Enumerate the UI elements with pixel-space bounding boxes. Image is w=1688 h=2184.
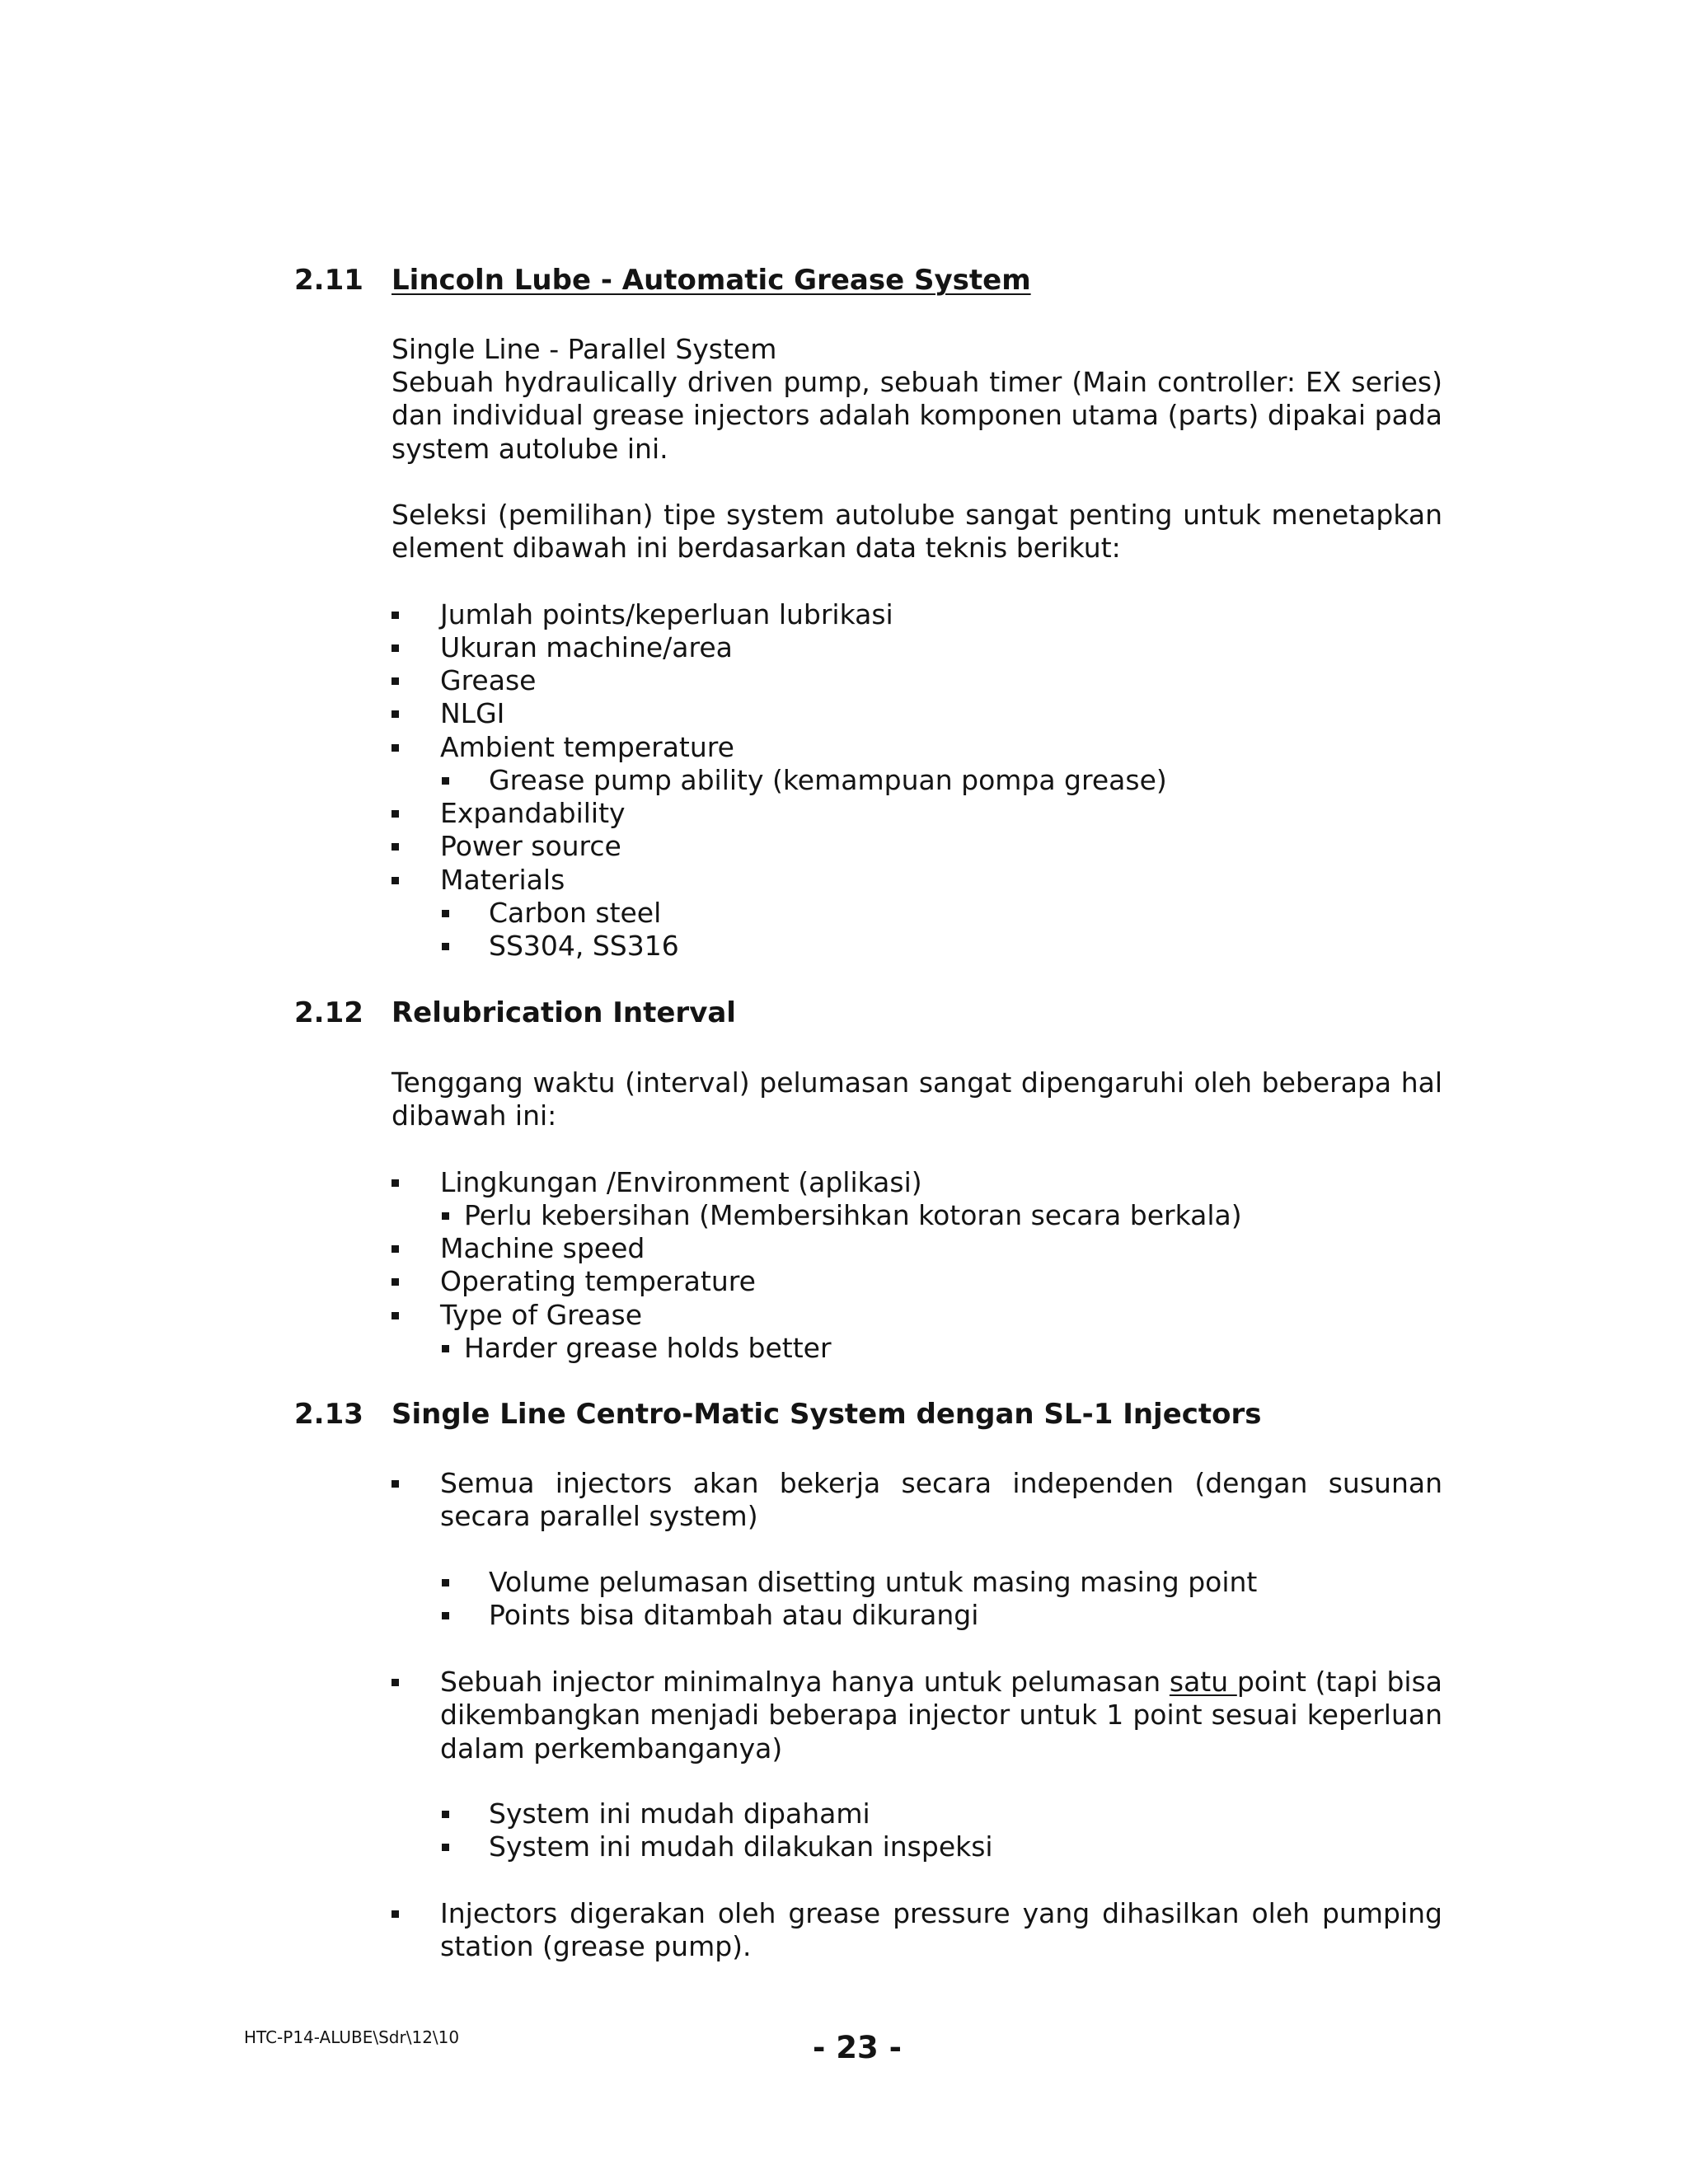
bullet-icon xyxy=(392,843,399,851)
list-item: NLGI xyxy=(440,697,504,730)
bullet-icon xyxy=(442,1844,449,1851)
list-item: Grease xyxy=(440,664,536,697)
bullet-icon xyxy=(392,1278,399,1286)
bullet-icon xyxy=(442,1811,449,1818)
document-code: HTC-P14-ALUBE\Sdr\12\10 xyxy=(244,2027,460,2047)
bullet-icon xyxy=(392,810,399,818)
bullet-icon xyxy=(392,612,399,619)
list-item: Injectors digerakan oleh grease pressure yang dihasilkan oleh pumping station (grease pump). xyxy=(440,1897,1442,1964)
sub-list-item: Perlu kebersihan (Membersihkan kotoran secara berkala) xyxy=(464,1199,1242,1232)
bullet-icon xyxy=(442,1212,449,1220)
bullet-icon xyxy=(392,877,399,884)
bullet-icon xyxy=(392,1910,399,1918)
section-heading-2-11 xyxy=(294,262,1031,298)
section-number: 2.11 xyxy=(294,264,363,297)
list-item: Ukuran machine/area xyxy=(440,631,733,664)
section-title: Single Line Centro-Matic System dengan SL-1 Injectors xyxy=(392,1398,1262,1431)
bullet-icon xyxy=(392,1245,399,1253)
bullet-icon xyxy=(392,677,399,685)
list-item: Power source xyxy=(440,830,621,863)
bullet-icon xyxy=(392,710,399,718)
sub-list-item: SS304, SS316 xyxy=(489,930,679,963)
list-item: Operating temperature xyxy=(440,1265,756,1298)
bullet-icon xyxy=(442,777,449,785)
list-item: Expandability xyxy=(440,797,626,830)
intro-paragraph: Sebuah hydraulically driven pump, sebuah timer (Main controller: EX series) dan individual grease injectors adalah komponen utama (parts) dipakai pada system autolube ini. xyxy=(392,366,1442,465)
bullet-icon xyxy=(392,1312,399,1319)
section-number: 2.12 xyxy=(294,996,363,1029)
section-number: 2.13 xyxy=(294,1398,363,1431)
bullet-icon xyxy=(442,1579,449,1586)
section-title: Relubrication Interval xyxy=(392,996,736,1029)
sub-list-item: Carbon steel xyxy=(489,897,661,930)
selection-paragraph: Seleksi (pemilihan) tipe system autolube sangat penting untuk menetapkan element dibawah ini berdasarkan data teknis berikut: xyxy=(392,499,1442,565)
sub-list-item: Harder grease holds better xyxy=(464,1332,832,1365)
bullet-icon xyxy=(442,943,449,950)
list-item: Materials xyxy=(440,864,565,897)
sub-list-item: Volume pelumasan disetting untuk masing masing point xyxy=(489,1566,1257,1599)
page-number: - 23 - xyxy=(813,2030,902,2065)
bullet-icon xyxy=(442,1345,449,1352)
list-item: Ambient temperature xyxy=(440,731,734,764)
list-item: Jumlah points/keperluan lubrikasi xyxy=(440,598,893,631)
sub-list-item: Grease pump ability (kemampuan pompa grease) xyxy=(489,764,1167,797)
section-heading-2-12 xyxy=(294,995,736,1031)
section-title: Lincoln Lube - Automatic Grease System xyxy=(392,264,1031,297)
section-heading-2-13 xyxy=(294,1396,1262,1432)
list-item: Lingkungan /Environment (aplikasi) xyxy=(440,1166,922,1199)
sub-list-item: System ini mudah dilakukan inspeksi xyxy=(489,1830,993,1863)
system-subtitle: Single Line - Parallel System xyxy=(392,333,777,365)
bullet-icon xyxy=(392,744,399,752)
bullet-icon xyxy=(442,1612,449,1619)
sub-list-item: Points bisa ditambah atau dikurangi xyxy=(489,1599,978,1632)
bullet-icon xyxy=(392,1179,399,1187)
intro-paragraph: Tenggang waktu (interval) pelumasan sangat dipengaruhi oleh beberapa hal dibawah ini: xyxy=(392,1066,1442,1132)
bullet-icon xyxy=(392,1679,399,1686)
list-item: Semua injectors akan bekerja secara independen (dengan susunan secara parallel system) xyxy=(440,1467,1442,1534)
bullet-icon xyxy=(442,910,449,917)
list-item: Sebuah injector minimalnya hanya untuk pelumasan satu point (tapi bisa dikembangkan menjadi beberapa injector untuk 1 point sesuai keperluan dalam perkembanganya) xyxy=(440,1666,1442,1765)
list-item: Type of Grease xyxy=(440,1299,642,1332)
sub-list-item: System ini mudah dipahami xyxy=(489,1797,870,1830)
bullet-icon xyxy=(392,644,399,652)
list-item: Machine speed xyxy=(440,1232,645,1265)
bullet-icon xyxy=(392,1480,399,1488)
